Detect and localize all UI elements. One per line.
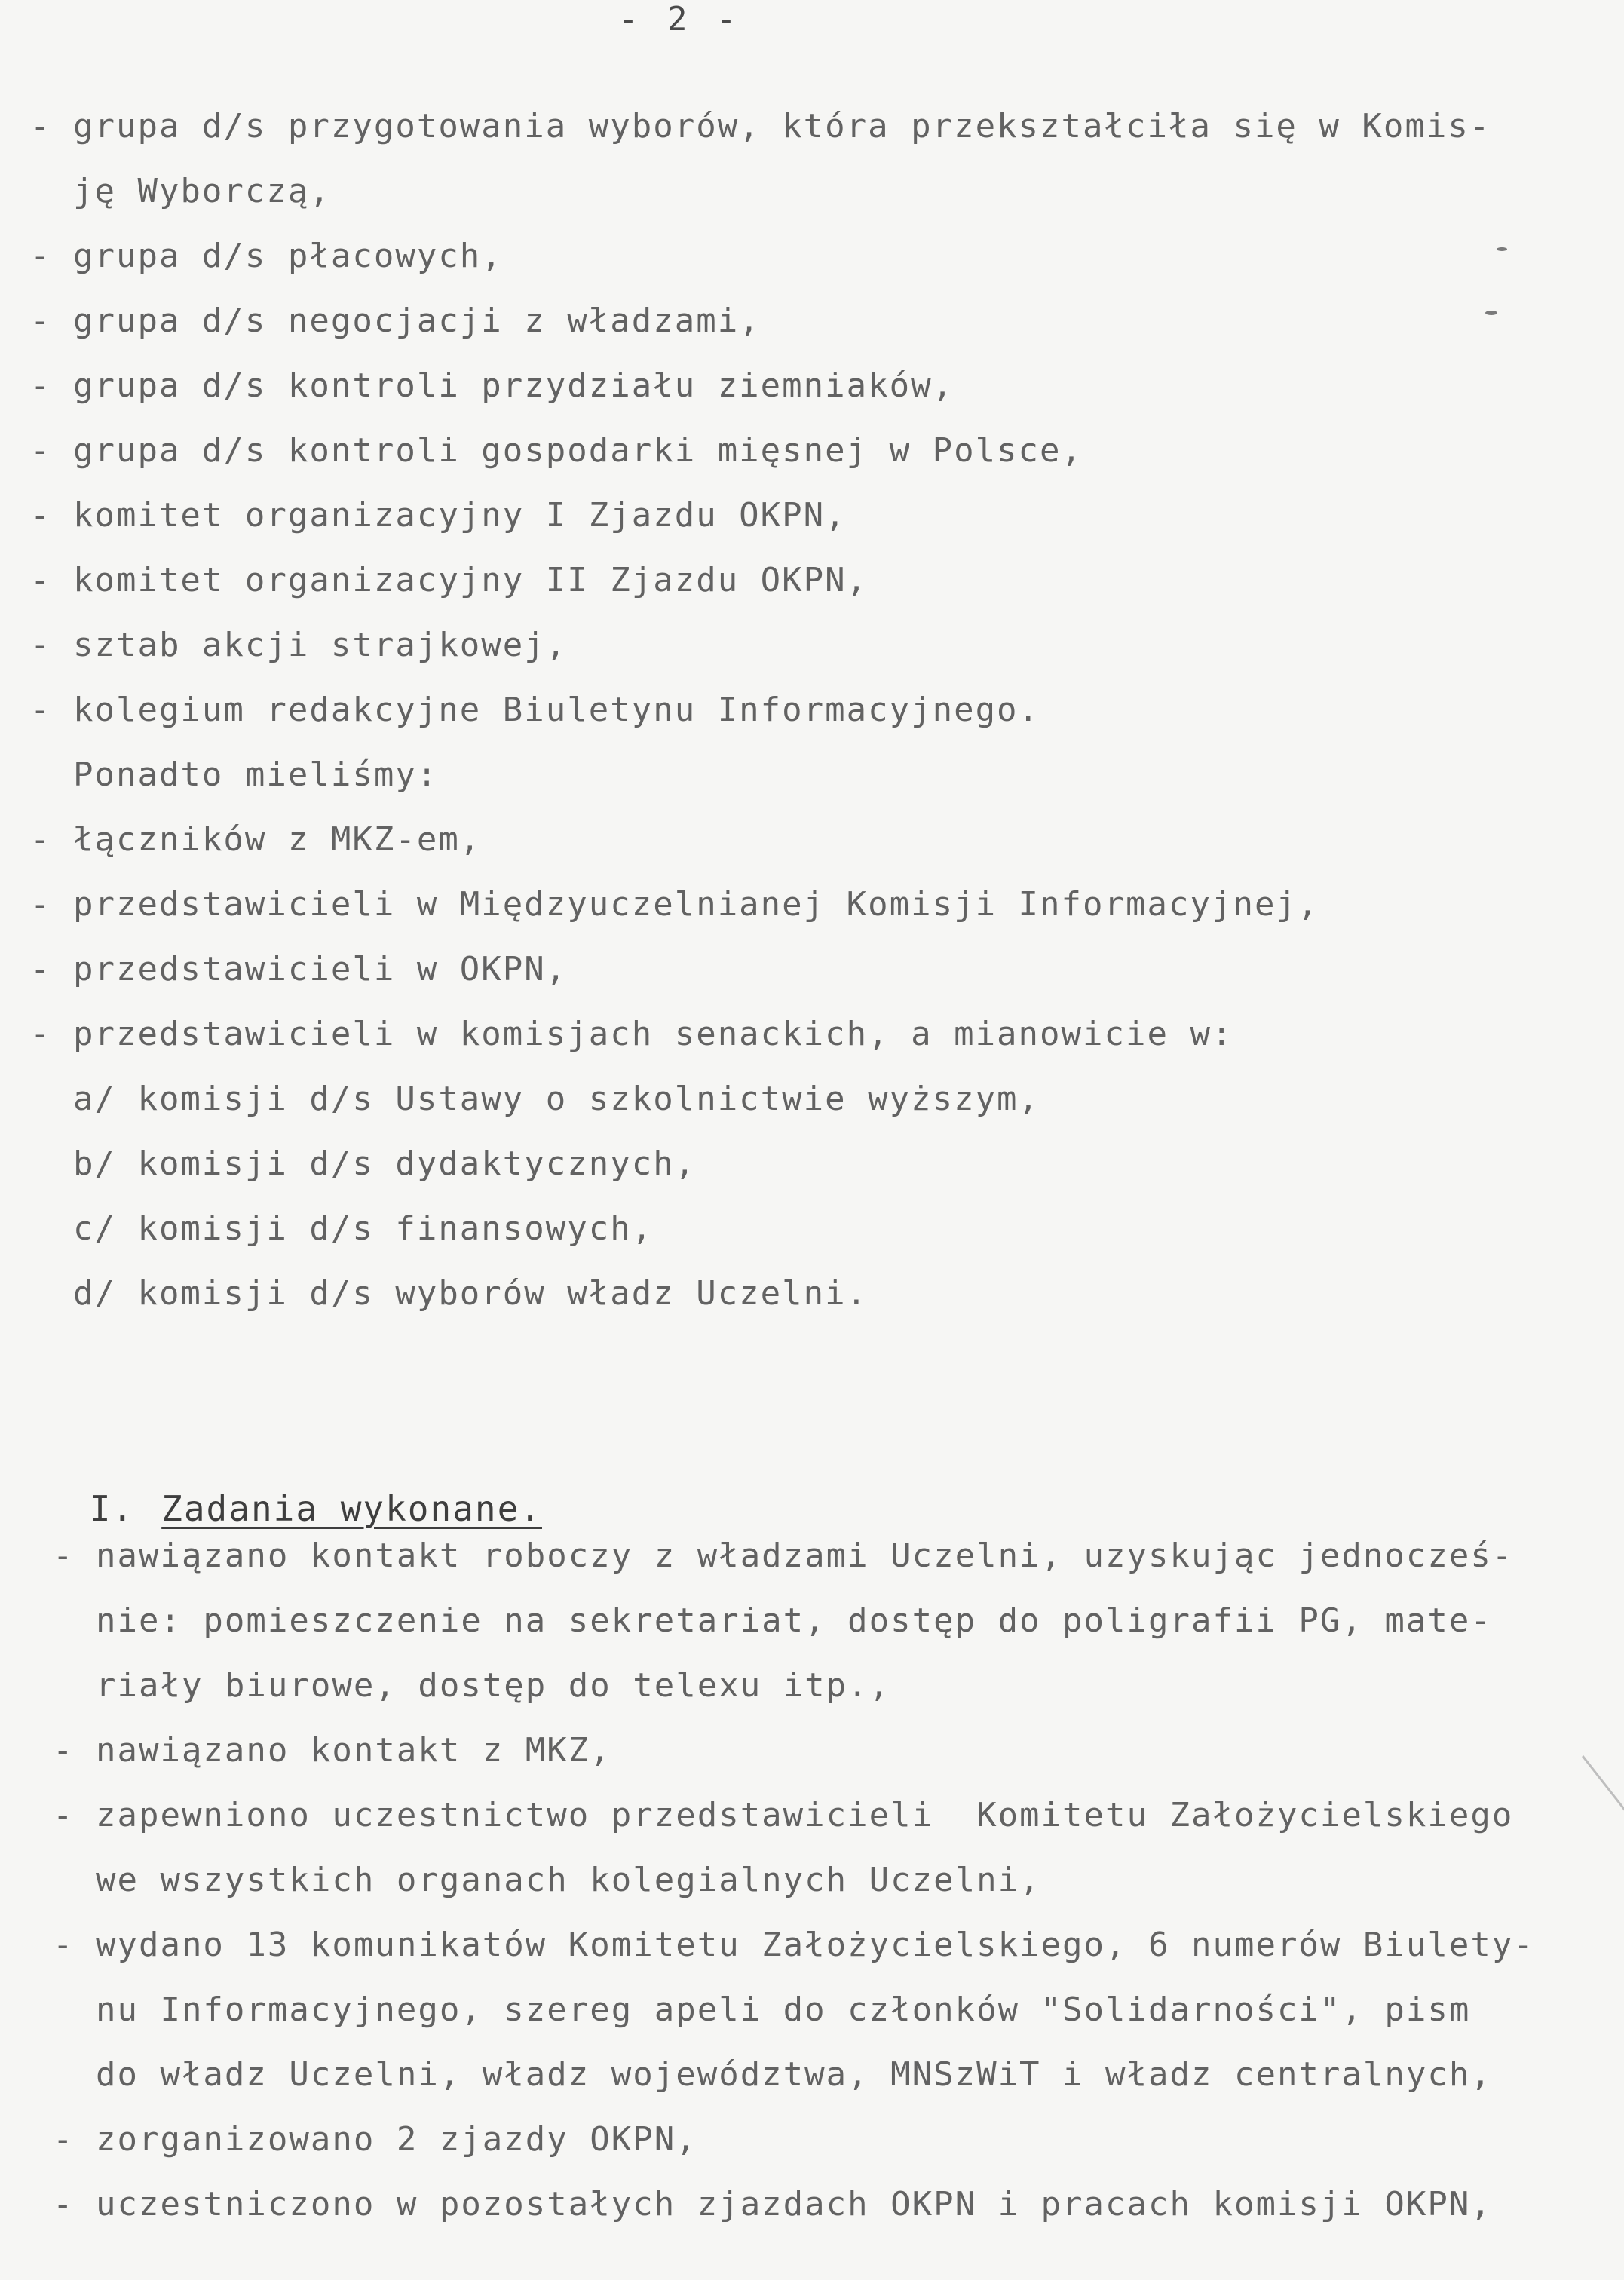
scan-speck xyxy=(1497,247,1507,251)
text-line: - zapewniono uczestnictwo przedstawicieli Komitetu Założycielskiego xyxy=(53,1796,1514,1834)
text-line: riały biurowe, dostęp do telexu itp., xyxy=(53,1666,891,1705)
text-line: d/ komisji d/s wyborów władz Uczelni. xyxy=(30,1274,869,1313)
text-line: - komitet organizacyjny I Zjazdu OKPN, xyxy=(30,496,847,535)
text-line: - przedstawicieli w komisjach senackich, a mianowicie w: xyxy=(30,1015,1233,1053)
text-line: we wszystkich organach kolegialnych Uczelni, xyxy=(53,1861,1041,1899)
scan-scratch xyxy=(1582,1755,1624,1828)
text-line: - grupa d/s kontroli przydziału ziemniaków, xyxy=(30,366,954,405)
text-line: - kolegium redakcyjne Biuletynu Informacyjnego. xyxy=(30,691,1040,729)
text-line: - grupa d/s kontroli gospodarki mięsnej w Polsce, xyxy=(30,431,1083,470)
text-line: - nawiązano kontakt roboczy z władzami Uczelni, uzyskując jednocześ- xyxy=(53,1537,1514,1575)
scan-speck xyxy=(1485,311,1497,315)
text-line: do władz Uczelni, władz województwa, MNSzWiT i władz centralnych, xyxy=(53,2055,1492,2094)
page-number: - 2 - xyxy=(618,0,741,38)
text-line: c/ komisji d/s finansowych, xyxy=(30,1209,654,1248)
text-line: - przedstawicieli w Międzyuczelnianej Komisji Informacyjnej, xyxy=(30,885,1319,924)
text-line: nu Informacyjnego, szereg apeli do członków "Solidarności", pism xyxy=(53,1990,1471,2029)
text-line: - komitet organizacyjny II Zjazdu OKPN, xyxy=(30,561,869,599)
text-line: - grupa d/s płacowych, xyxy=(30,237,503,275)
text-line: - sztab akcji strajkowej, xyxy=(30,626,568,664)
section-title: Zadania wykonane. xyxy=(161,1488,542,1529)
text-line: a/ komisji d/s Ustawy o szkolnictwie wyższym, xyxy=(30,1080,1040,1118)
text-line: - zorganizowano 2 zjazdy OKPN, xyxy=(53,2120,697,2159)
text-line: - przedstawicieli w OKPN, xyxy=(30,950,568,988)
text-line: - grupa d/s przygotowania wyborów, która przekształciła się w Komis- xyxy=(30,107,1491,146)
text-line: - łączników z MKZ-em, xyxy=(30,820,482,859)
section-heading xyxy=(0,1448,542,1570)
text-line: ję Wyborczą, xyxy=(30,172,331,210)
section-number: I. xyxy=(89,1488,135,1529)
text-line: - uczestniczono w pozostałych zjazdach OKPN i pracach komisji OKPN, xyxy=(53,2185,1492,2223)
text-line: - grupa d/s negocjacji z władzami, xyxy=(30,302,761,340)
text-line: - nawiązano kontakt z MKZ, xyxy=(53,1731,611,1770)
text-line: Ponadto mieliśmy: xyxy=(30,755,439,794)
text-line: nie: pomieszczenie na sekretariat, dostęp do poligrafii PG, mate- xyxy=(53,1601,1492,1640)
text-line: - wydano 13 komunikatów Komitetu Założycielskiego, 6 numerów Biulety- xyxy=(53,1926,1535,1964)
text-line: b/ komisji d/s dydaktycznych, xyxy=(30,1145,697,1183)
